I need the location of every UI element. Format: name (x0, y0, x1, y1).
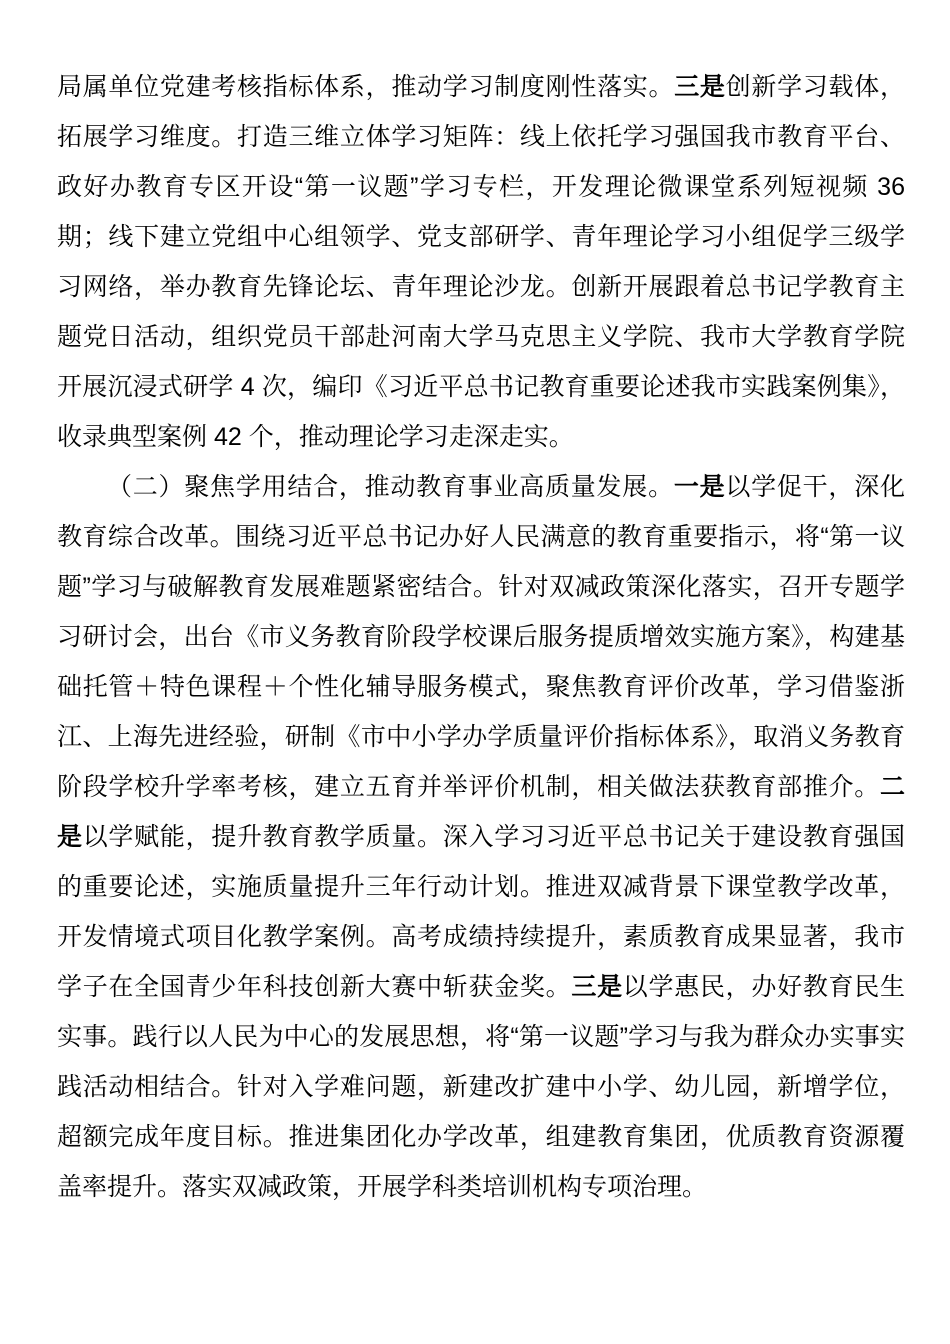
text-run: （二）聚焦学用结合，推动教育事业高质量发展。 (107, 473, 674, 501)
bold-emphasis-run: 三是 (571, 973, 623, 1001)
paragraph (57, 62, 905, 462)
paragraph (57, 462, 905, 1212)
bold-emphasis-run: 一是 (673, 473, 726, 501)
text-run: 局属单位党建考核指标体系，推动学习制度刚性落实。 (57, 73, 675, 101)
text-run: 以学赋能，提升教育教学质量。深入学习习近平总书记关于建设教育强国的重要论述，实施质量提升三年行动计划。推进双减背景下课堂教学改革，开发情境式项目化教学案例。高考成绩持续提升，素质教育成果显著，我市学子在全国青少年科技创新大赛中斩获金奖。 (57, 823, 905, 1001)
document-body (57, 62, 905, 1212)
bold-emphasis-run: 二是 (57, 773, 905, 851)
text-run: 以学促干，深化教育综合改革。围绕习近平总书记办好人民满意的教育重要指示，将“第一议题”学习与破解教育发展难题紧密结合。针对双减政策深化落实，召开专题学习研讨会，出台《市义务教育阶段学校课后服务提质增效实施方案》，构建基础托管＋特色课程＋个性化辅导服务模式，聚焦教育评价改革，学习借鉴浙江、上海先进经验，研制《市中小学办学质量评价指标体系》，取消义务教育阶段学校升学率考核，建立五育并举评价机制，相关做法获教育部推介。 (57, 473, 905, 801)
text-run: 创新学习载体，拓展学习维度。打造三维立体学习矩阵：线上依托学习强国我市教育平台、政好办教育专区开设“第一议题”学习专栏，开发理论微课堂系列短视频 36 期；线下建立党组中心组领学、党支部研学、青年理论学习小组促学三级学习网络，举办教育先锋论坛、青年理论沙龙。创新开展跟着总书记学教育主题党日活动，组织党员干部赴河南大学马克思主义学院、我市大学教育学院开展沉浸式研学 4 次，编印《习近平总书记教育重要论述我市实践案例集》，收录典型案例 42 个，推动理论学习走深走实。 (57, 73, 905, 451)
bold-emphasis-run: 三是 (674, 73, 726, 101)
text-run: 以学惠民，办好教育民生实事。践行以人民为中心的发展思想，将“第一议题”学习与我为群众办实事实践活动相结合。针对入学难问题，新建改扩建中小学、幼儿园，新增学位，超额完成年度目标。推进集团化办学改革，组建教育集团，优质教育资源覆盖率提升。落实双减政策，开展学科类培训机构专项治理。 (57, 973, 905, 1201)
